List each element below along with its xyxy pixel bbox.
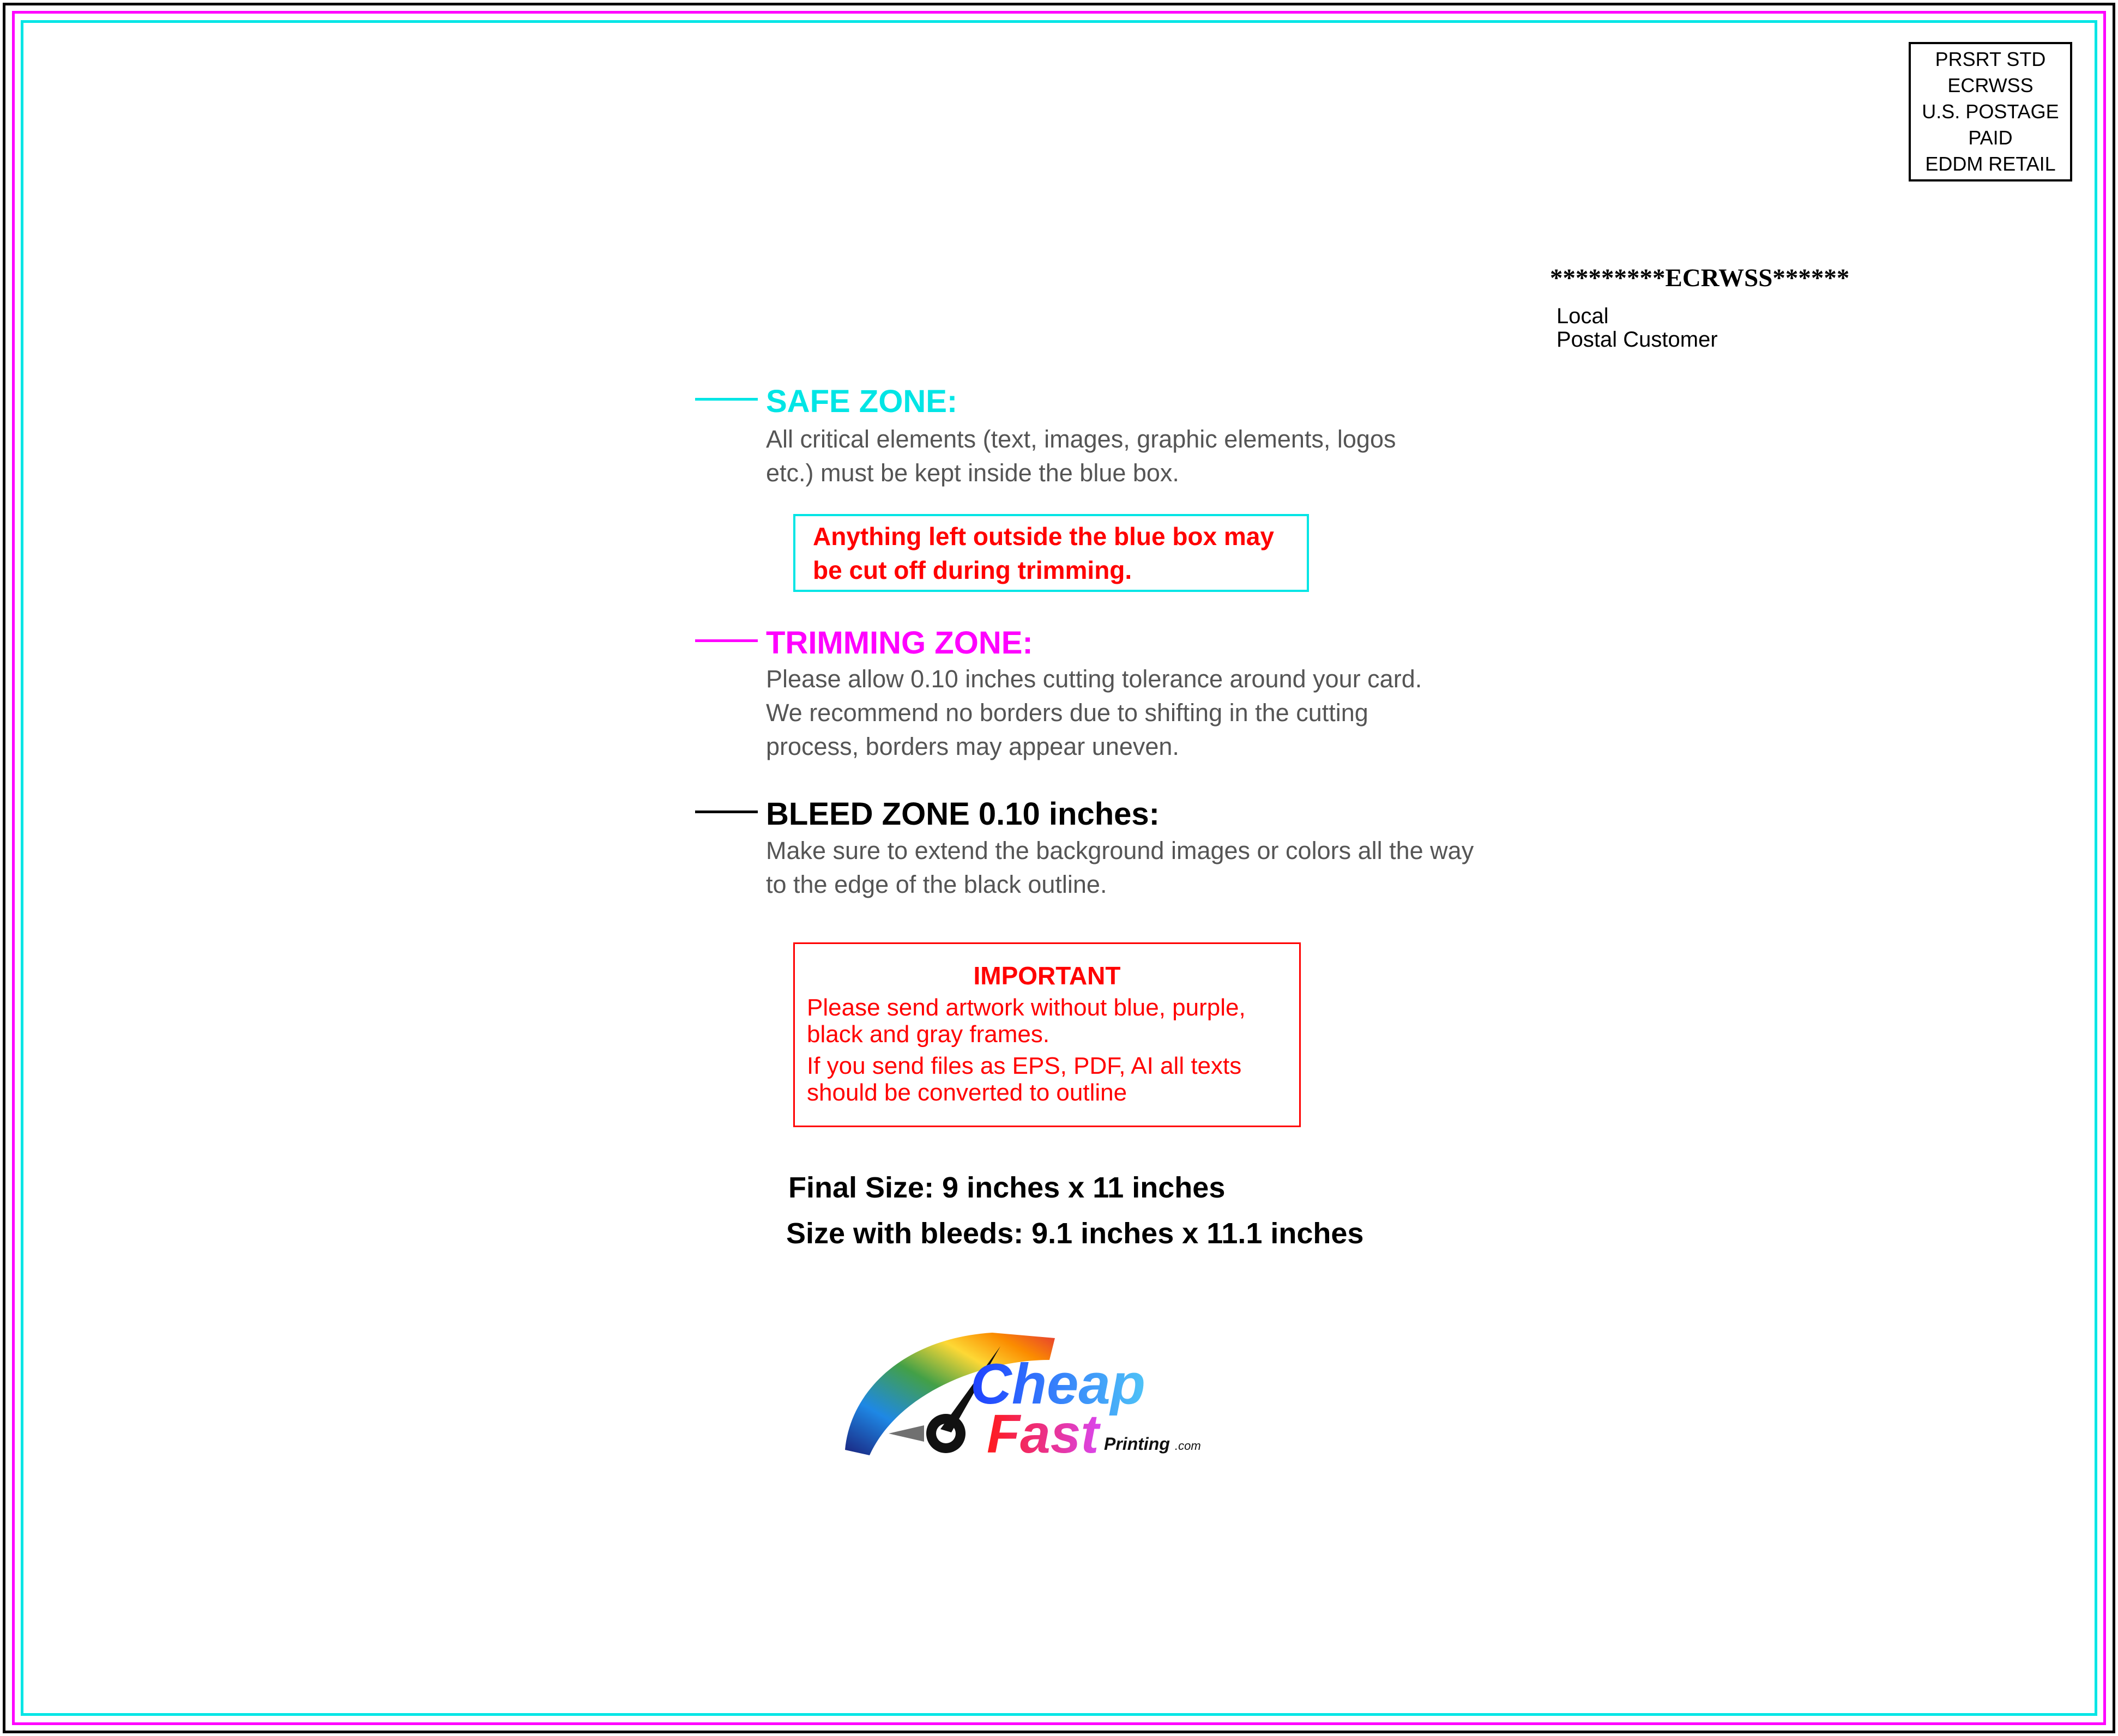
cheapfastprinting-logo: [829, 1308, 1210, 1488]
bleed-zone-description: Make sure to extend the background images or colors all the way to the edge of the black outline.: [766, 837, 1474, 898]
important-title: IMPORTANT: [973, 961, 1121, 990]
warning-line-2: be cut off during trimming.: [813, 556, 1132, 584]
safe-zone-description: All critical elements (text, images, graphic elements, logos etc.) must be kept inside the blue box.: [766, 425, 1396, 487]
indicia-line: PAID: [1968, 126, 2013, 149]
address-line-2: Postal Customer: [1556, 328, 1718, 352]
indicia-line: U.S. POSTAGE: [1922, 100, 2059, 123]
safe-zone-title: SAFE ZONE:: [766, 384, 958, 419]
ecrwss-endorsement: *********ECRWSS******: [1550, 264, 1850, 292]
logo-word-fast: Fast: [987, 1404, 1099, 1465]
speedometer-icon: [829, 1308, 1210, 1488]
logo-word-printing: Printing: [1104, 1434, 1170, 1454]
bleed-zone-swatch: [695, 810, 758, 813]
address-line-1: Local: [1556, 304, 1609, 328]
warning-line-1: Anything left outside the blue box may: [813, 522, 1274, 551]
indicia-line: PRSRT STD: [1935, 48, 2046, 70]
logo-word-cheap: Cheap: [970, 1352, 1145, 1416]
trimming-zone-swatch: [695, 639, 758, 642]
trimming-zone-title: TRIMMING ZONE:: [766, 625, 1033, 661]
logo-suffix: .com: [1175, 1439, 1201, 1453]
safe-zone-swatch: [695, 398, 758, 401]
important-line-2: If you send files as EPS, PDF, AI all texts should be converted to outline: [807, 1053, 1242, 1106]
postage-indicia: [1909, 42, 2072, 182]
indicia-line: EDDM RETAIL: [1925, 153, 2056, 175]
trimming-zone-description: Please allow 0.10 inches cutting tolerance around your card. We recommend no borders due to shifting in the cutting process, borders may appear uneven.: [766, 665, 1422, 760]
bleed-zone-title: BLEED ZONE 0.10 inches:: [766, 796, 1160, 832]
trim-warning-box: [793, 514, 1309, 592]
important-line-1: Please send artwork without blue, purple, black and gray frames.: [807, 994, 1246, 1048]
indicia-line: ECRWSS: [1947, 74, 2033, 96]
bleed-size-label: Size with bleeds: 9.1 inches x 11.1 inches: [786, 1217, 1364, 1250]
important-notice-box: [793, 942, 1301, 1127]
final-size-label: Final Size: 9 inches x 11 inches: [788, 1171, 1226, 1204]
